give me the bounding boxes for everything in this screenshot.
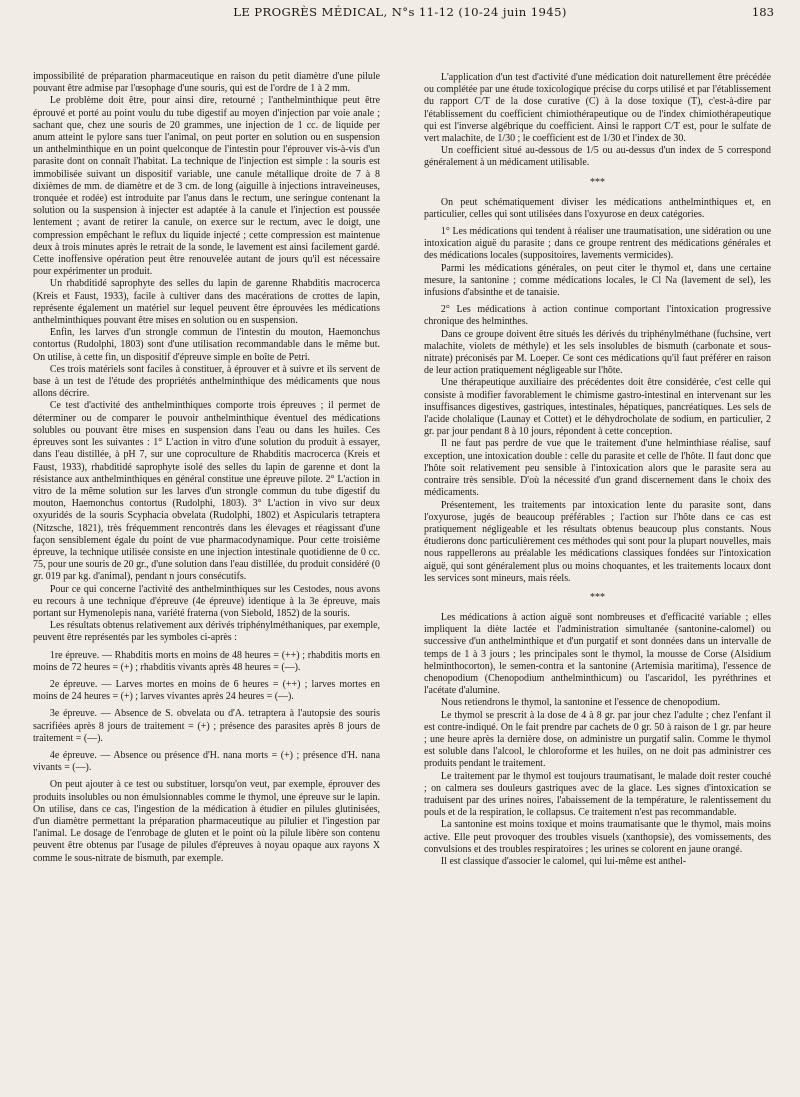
paragraph: Un rhabditidé saprophyte des selles du lapin de garenne Rhabditis macrocerca (Kreis et Faust, 1933), facile à cultiver dans des macérations de crottes de lapin, représente également un matériel sur lequel peuvent être éprouvées les médications anthelminthiques pouvant être mises en solution ou en suspension. xyxy=(33,278,380,327)
paragraph: Il ne faut pas perdre de vue que le traitement d'une helminthiase réalise, sauf exception, une intoxication double : celle du parasite et celle de l'hôte. Il faut donc que l'hôte soit relativement peu sensible à l'intoxication alors que le parasite sera au contraire très sensible. D'où la nécessité d'un grand discernement dans le choix des médicaments. xyxy=(424,438,771,499)
paragraph: Parmi les médications générales, on peut citer le thymol et, dans une certaine mesure, la santonine ; comme médications locales, le Cl Na (lavement de sel), les infusions d'absinthe et de tanaisie. xyxy=(424,262,771,299)
paragraph: Dans ce groupe doivent être situés les dérivés du triphénylméthane (fuchsine, vert malachite, violets de méthyle) et les sels insolubles de bismuth (carbonate et sous-nitrate) préconisés par M. Loeper. Ce sont ces médications qu'il faut préférer en raison de leur action pratiquement négligeable sur l'hôte. xyxy=(424,328,771,377)
paragraph: Le thymol se prescrit à la dose de 4 à 8 gr. par jour chez l'adulte ; chez l'enfant il est contre-indiqué. On le fait prendre par cachets de 0 gr. 50 à raison de 1 gr. par heure ; une heure après la dernière dose, on administre un purgatif salin. Comme le thymol est soluble dans l'alcool, le chloroforme et les huiles, on ne doit pas administrer ces produits pendant le traitement. xyxy=(424,709,771,770)
paragraph: Le problème doit être, pour ainsi dire, retourné ; l'anthelminthique peut être éprouvé et porté au point voulu du tube digestif au moyen d'injection par voie anale ; sachant que, chez une souris de 20 grammes, une injection de 1 cc. de liquide per anum atteint le pylore sans tuer l'animal, on peut porter en solution ou en suspension un anthelminthique en un point quelconque de l'intestin pour l'éprouver vis-à-vis d'un parasite dont on connaît l'habitat. La technique de l'injection est simple : la souris est immobilisée suivant un dispositif variable, une canule métallique droite de 7 à 8 dixièmes de mm. de diamètre et de 3 cm. de long (aiguille à injections intraveineuses, tronquée et rodée) est introduite par l'anus dans le rectum, une seringue contenant la solution ou la suspension à injecter est adaptée à la canule et l'injection est poussée lentement ; avant de retirer la canule, on exerce sur le rectum, avec le doigt, une compression empêchant le reflux du liquide injecté ; cette compression est maintenue deux à trois minutes après le retrait de la sonde, le lavement est ainsi facilement gardé. Cette inoffensive opération peut être renouvelée autant de jours qu'il est nécessaire pour expérimenter un produit. xyxy=(33,95,380,278)
paragraph: Il est classique d'associer le calomel, qui lui-même est anthel- xyxy=(440,855,687,867)
paragraph: Ces trois matériels sont faciles à constituer, à éprouver et à suivre et ils servent de base à un test de l'étude des propriétés anthelminthique des médicaments que nous allons décrire. xyxy=(33,363,380,400)
right-column xyxy=(424,72,771,868)
journal-title: LE PROGRÈS MÉDICAL, N°s 11-12 (10-24 juin 1945) xyxy=(233,5,567,19)
paragraph: Pour ce qui concerne l'activité des anthelminthiques sur les Cestodes, nous avons eu recours à une technique d'épreuve (4e épreuve) identique à la 3e épreuve, mais portant sur Hymenolepis nana, variété fraterna (von Siebold, 1852) de la souris. xyxy=(33,583,380,619)
paragraph: 3e épreuve. — Absence de S. obvelata ou d'A. tetraptera à l'autopsie des souris sacrifiées après 8 jours de traitement = (+) ; présence des parasites après 8 jours de traitement = (—). xyxy=(33,708,380,744)
running-header xyxy=(0,0,800,28)
paragraph: 2e épreuve. — Larves mortes en moins de 6 heures = (++) ; larves mortes en moins de 24 heures = (+) ; larves vivantes après 24 heures = (—). xyxy=(33,678,380,703)
section-separator: *** xyxy=(590,176,605,188)
left-column xyxy=(33,71,380,865)
paragraph: Une thérapeutique auxiliaire des précédentes doit être considérée, c'est celle qui consiste à modifier favorablement le chimisme gastro-intestinal en intervenant sur les insuffisances digestives, gastriques, intestinales, hépatiques, pancréatiques. Les sels de l'acide cholalique (Launay et Cottet) et le déhydrocholate de sodium, en particulier, 2 gr. par jour pendant 8 à 10 jours, répondent à cette conception. xyxy=(424,377,771,438)
paragraph: impossibilité de préparation pharmaceutique en raison du petit diamètre d'une pilule pouvant être admise par l'œsophage d'une souris, qui est de l'ordre de 1 à 2 mm. xyxy=(33,71,380,95)
paragraph: 2° Les médications à action continue comportant l'intoxication progressive chronique des helminthes. xyxy=(424,304,771,328)
paragraph: Un coefficient situé au-dessous de 1/5 ou au-dessus d'un index de 5 correspond généralement à un médicament utilisable. xyxy=(424,145,771,169)
page-number: 183 xyxy=(751,5,774,19)
paragraph: 1° Les médications qui tendent à réaliser une traumatisation, une sidération ou une intoxication aiguë du parasite ; dans ce groupe rentrent des médications générales et des médications locales (suppositoires, lavements vermicides). xyxy=(424,226,771,262)
paragraph: Nous retiendrons le thymol, la santonine et l'essence de chenopodium. xyxy=(440,697,721,709)
paragraph: On peut ajouter à ce test ou substituer, lorsqu'on veut, par exemple, éprouver des produits insolubles ou non émulsionnables comme le thymol, une épreuve sur le lapin. On utilise, dans ce cas, l'ingestion de la médication à étudier en pilules glutinisées, d'un diamètre permettant la préparation pharmaceutique au pilulier et l'ingestion par l'animal. Le dosage de l'enrobage de gluten et le point où la pilule libère son contenu peuvent être obtenus par l'usage de pilules d'épreuves à noyau opaque aux rayons X comme le sous-nitrate de bismuth, par exemple. xyxy=(33,779,380,864)
paragraph: L'application d'un test d'activité d'une médication doit naturellement être précédée ou complétée par une étude toxicologique précise du corps utilisé et par l'établissement du rapport C/T de la dose curative (C) à la dose toxique (T), c'est-à-dire par l'établissement du coefficient chimiothérapeutique ou de l'index chimiothérapeutique qui est l'inverse algébrique du coefficient. Ainsi le rapport C/T est, pour le sulfate de vert malachite, de 1/30 ; le coefficient est de 1/30 et l'index de 30. xyxy=(424,72,771,145)
paragraph: 1re épreuve. — Rhabditis morts en moins de 48 heures = (++) ; rhabditis morts en moins de 72 heures = (+) ; rhabditis vivants après 48 heures = (—). xyxy=(33,649,380,673)
paragraph: Le traitement par le thymol est toujours traumatisant, le malade doit rester couché ; on calmera ses douleurs gastriques avec de la glace. Les signes d'intoxication se traduisent par des urines noires, l'abaissement de la température, le ralentissement du pouls et de la respiration, le collapsus. Ce traitement n'est pas recommandable. xyxy=(424,770,771,819)
paragraph: On peut schématiquement diviser les médications anthelminthiques et, en particulier, celles qui sont utilisées dans l'oxyurose en deux catégories. xyxy=(424,196,771,220)
paragraph: Présentement, les traitements par intoxication lente du parasite sont, dans l'oxyurose, jugés de beaucoup préférables ; l'action sur l'hôte dans ce cas est pratiquement négligeable et les résultats obtenus beaucoup plus constants. Nous étudierons donc particulièrement ces méthodes qui sont pour la plupart nouvelles, mais nous rappellerons au préalable les médications classiques fondées sur l'intoxication aiguë, qui sont généralement plus ou moins choquantes, et les traitements locaux dont les services sont mineurs, mais réels. xyxy=(424,499,771,584)
paragraph: Ce test d'activité des anthelminthiques comporte trois épreuves ; il permet de déterminer ou de comparer le pouvoir anthelminthique éventuel des médications solubles ou pouvant être mises en suspension dans l'eau ou dans les huiles. Ces épreuves sont les suivantes : 1° L'action in vitro d'une solution du produit à essayer, dans l'eau distillée, à pH 7, sur une coproculture de Rhabditis macrocerca (Kreis et Faust, 1933), rhabditidé saprophyte isolé des selles du lapin de garenne et dont la résistance aux anthelminthiques en général constitue une épreuve pilote. 2° L'action in vitro de la même solution sur les larves d'un strongle commun du tube digestif du mouton, Haemonchus contortus (Rudolphi, 1803). 3° L'action in vivo sur deux oxyuridés de la souris Scyphacia obvelata (Rudolphi, 1802) et Aspicularis tetraptera (Nitzsche, 1821), très fréquemment rencontrés dans les élevages et réagissant d'une façon sensiblement égale du point de vue pharmacodynamique. Pour cette troisième épreuve, la technique utilisée consiste en une injection intestinale quotidienne de 0 cc. 75, pour une souris de 20 gr., d'une solution dans l'eau distillée, du produit considéré (0 gr. 019 par kg. d'animal), pendant n jours consécutifs. xyxy=(33,400,380,583)
paragraph: Enfin, les larves d'un strongle commun de l'intestin du mouton, Haemonchus contortus (Rudolphi, 1803) sont d'une utilisation recommandable dans le même but. On utilise, à cette fin, un dispositif d'épreuve simple en boîte de Petri. xyxy=(33,327,380,363)
paragraph: La santonine est moins toxique et moins traumatisante que le thymol, mais moins active. Elle peut provoquer des troubles visuels (xanthopsie), des vomissements, des convulsions et des troubles respiratoires ; les urines se colorent en jaune orangé. xyxy=(424,819,771,855)
paragraph: Les résultats obtenus relativement aux dérivés triphénylméthaniques, par exemple, peuvent être représentés par les symboles ci-après : xyxy=(33,620,380,644)
paragraph: Les médications à action aiguë sont nombreuses et d'efficacité variable ; elles impliquent la diète lactée et l'administration simultanée (santonine-calomel) ou successive d'un anthelminthique et d'un purgatif et sont données dans un intervalle de temps de 1 à 3 jours ; les principales sont le thymol, la mousse de Corse (Alsidium helminthocorton), le semen-contra et la santonine (Artemisia maritima), l'essence de chenopodium (Chenopodium anthelminthicum) ou l'ascaridol, les pyréthrines et l'acétate d'alumine. xyxy=(424,611,771,697)
section-separator: *** xyxy=(590,591,605,603)
paragraph: 4e épreuve. — Absence ou présence d'H. nana morts = (+) ; présence d'H. nana vivants = (—). xyxy=(33,749,380,774)
